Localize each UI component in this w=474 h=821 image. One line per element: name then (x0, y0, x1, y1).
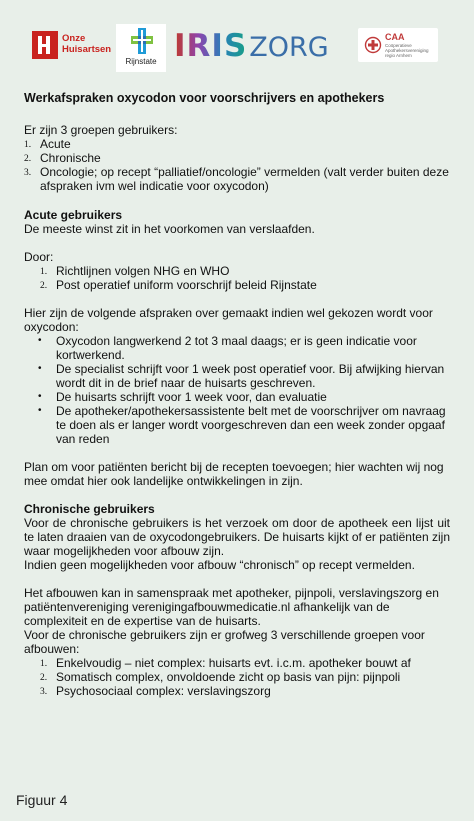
list-item: 1. Enkelvoudig – niet complex: huisarts evt. i.c.m. apotheker bouwt af (40, 656, 411, 670)
list-item: 3. Oncologie; op recept “palliatief/oncologie” vermelden (valt verder buiten deze afspraken ivm wel indicatie voor oxycodon) (24, 165, 449, 193)
plan-text: Plan om voor patiënten bericht bij de recepten toevoegen; hier wachten wij nog mee omdat hier ook landelijke ontwikkelingen in zijn. (24, 460, 444, 488)
caa-title: CAA (385, 32, 405, 42)
caa-emblem-icon (364, 36, 382, 54)
door-label: Door: (24, 250, 54, 264)
intro-lead: Er zijn 3 groepen gebruikers: (24, 123, 178, 137)
list-item: 1. Richtlijnen volgen NHG en WHO (40, 264, 230, 278)
onze-huisartsen-logo (32, 29, 112, 63)
list-item: 2. Somatisch complex, onvoldoende zicht op basis van pijn: pijnpoli (40, 670, 401, 684)
list-item: 1. Acute (24, 137, 71, 151)
list-item: • De apotheker/apothekersassistente belt met de voorschrijver om navraag te doen als er langer wordt voorgeschreven dan een week zonder opgaaf van reden (38, 404, 446, 446)
list-item: • De specialist schrijft voor 1 week post operatief voor. Bij afwijking hiervan wordt dit in de brief naar de huisarts geschreven. (38, 362, 445, 390)
rijnstate-logo (116, 24, 166, 72)
door-list (24, 264, 450, 292)
list-item: 3. Psychosociaal complex: verslavingszorg (40, 684, 271, 698)
afspraken-list (24, 334, 450, 446)
acute-heading: Acute gebruikers (24, 208, 123, 222)
rijnstate-label: Rijnstate (125, 57, 157, 66)
iris-wordmark: IRIS (174, 28, 248, 64)
onze-line2: Huisartsen (62, 44, 112, 55)
chronisch-para1: Voor de chronische gebruikers is het verzoek om door de apotheek een lijst uit te laten draaien van de oxycodongebruikers. De huisarts kijkt of er patiënten zijn waar mogelijkheden voor afbouw zijn. (24, 516, 450, 558)
caa-subtitle: Coöperatieve Apothekersvereniging regio Arnhem (385, 43, 429, 58)
afbouw-groups-list (24, 656, 450, 698)
rijnstate-cross-icon (131, 28, 153, 54)
logo-strip (24, 26, 450, 70)
page-title: Werkafspraken oxycodon voor voorschrijvers en apothekers (24, 91, 385, 105)
list-item: 2. Chronische (24, 151, 101, 165)
caa-logo (358, 28, 438, 62)
chronisch-para2: Indien geen mogelijkheden voor afbouw “chronisch” op recept vermelden. (24, 558, 415, 572)
chronisch-para4: Voor de chronische gebruikers zijn er grofweg 3 verschillende groepen voor afbouwen: (24, 628, 425, 656)
list-item: 2. Post operatief uniform voorschrijf beleid Rijnstate (40, 278, 317, 292)
document-body (24, 91, 450, 698)
zorg-wordmark: ZORG (249, 32, 329, 63)
acute-line: De meeste winst zit in het voorkomen van verslaafden. (24, 222, 315, 236)
groups-list (24, 137, 450, 193)
figure-caption: Figuur 4 (16, 792, 68, 808)
list-item: • Oxycodon langwerkend 2 tot 3 maal daags; er is geen indicatie voor kortwerkend. (38, 334, 417, 362)
chronisch-heading: Chronische gebruikers (24, 502, 155, 516)
list-item: • De huisarts schrijft voor 1 week voor, dan evaluatie (38, 390, 327, 404)
chronisch-para3: Het afbouwen kan in samenspraak met apotheker, pijnpoli, verslavingszorg en patiëntenvereniging verenigingafbouwmedicatie.nl afhankelijk van de complexiteit en de expertise van de huisarts. (24, 586, 439, 628)
onze-huisartsen-mark-icon (32, 31, 58, 59)
onze-line1: Onze (62, 33, 86, 44)
iriszorg-logo (174, 28, 344, 66)
afspraken-lead: Hier zijn de volgende afspraken over gemaakt indien wel gekozen wordt voor oxycodon: (24, 306, 433, 334)
